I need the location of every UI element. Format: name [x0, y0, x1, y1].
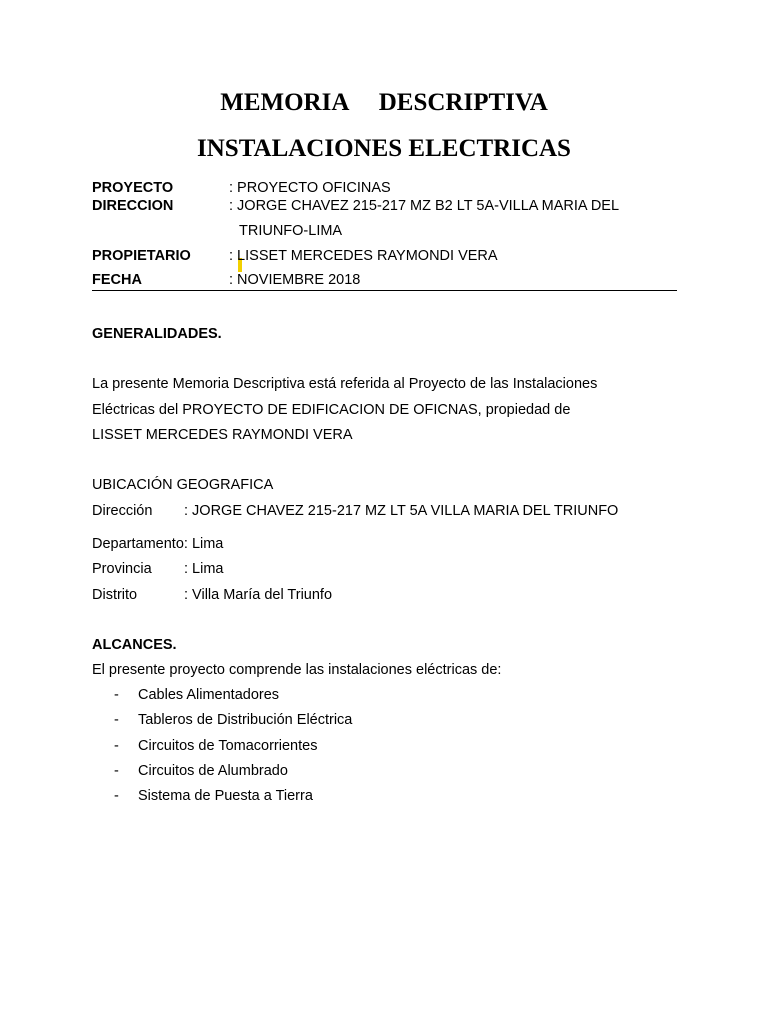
list-item: Cables Alimentadores [138, 687, 280, 703]
ubicacion-distrito-value: : Villa María del Triunfo [184, 587, 333, 603]
header-divider [92, 290, 677, 291]
document-title: MEMORIA DESCRIPTIVA [220, 89, 548, 116]
proyecto-value: : PROYECTO OFICINAS [229, 180, 391, 196]
list-item: Sistema de Puesta a Tierra [138, 788, 313, 804]
fecha-label: FECHA [92, 272, 142, 288]
ubicacion-heading: UBICACIÓN GEOGRAFICA [92, 477, 274, 493]
direccion-value-continued: TRIUNFO-LIMA [239, 223, 343, 239]
document-subtitle: INSTALACIONES ELECTRICAS [197, 135, 571, 162]
fecha-value: : NOVIEMBRE 2018 [229, 272, 361, 288]
generalidades-line-2: Eléctricas del PROYECTO DE EDIFICACION DE OFICNAS, propiedad de [92, 402, 571, 418]
generalidades-line-1: La presente Memoria Descriptiva está referida al Proyecto de las Instalaciones [92, 376, 598, 392]
alcances-heading: ALCANCES. [92, 637, 177, 653]
list-bullet: - [114, 763, 119, 779]
direccion-value: : JORGE CHAVEZ 215-217 MZ B2 LT 5A-VILLA MARIA DEL [229, 198, 620, 214]
propietario-label: PROPIETARIO [92, 248, 191, 264]
proyecto-label: PROYECTO [92, 180, 174, 196]
generalidades-line-3: LISSET MERCEDES RAYMONDI VERA [92, 427, 353, 443]
ubicacion-provincia-label: Provincia [92, 561, 152, 577]
propietario-value: : LISSET MERCEDES RAYMONDI VERA [229, 248, 498, 264]
ubicacion-direccion-value: : JORGE CHAVEZ 215-217 MZ LT 5A VILLA MARIA DEL TRIUNFO [184, 503, 619, 519]
direccion-label: DIRECCION [92, 198, 174, 214]
list-item: Circuitos de Alumbrado [138, 763, 288, 779]
list-bullet: - [114, 687, 119, 703]
generalidades-heading: GENERALIDADES. [92, 326, 222, 342]
list-bullet: - [114, 712, 119, 728]
list-bullet: - [114, 738, 119, 754]
ubicacion-provincia-value: : Lima [184, 561, 224, 577]
list-item: Circuitos de Tomacorrientes [138, 738, 318, 754]
list-bullet: - [114, 788, 119, 804]
ubicacion-departamento: Departamento: Lima [92, 536, 224, 552]
ubicacion-direccion-label: Dirección [92, 503, 153, 519]
alcances-intro: El presente proyecto comprende las instalaciones eléctricas de: [92, 662, 502, 678]
list-item: Tableros de Distribución Eléctrica [138, 712, 353, 728]
ubicacion-distrito-label: Distrito [92, 587, 138, 603]
